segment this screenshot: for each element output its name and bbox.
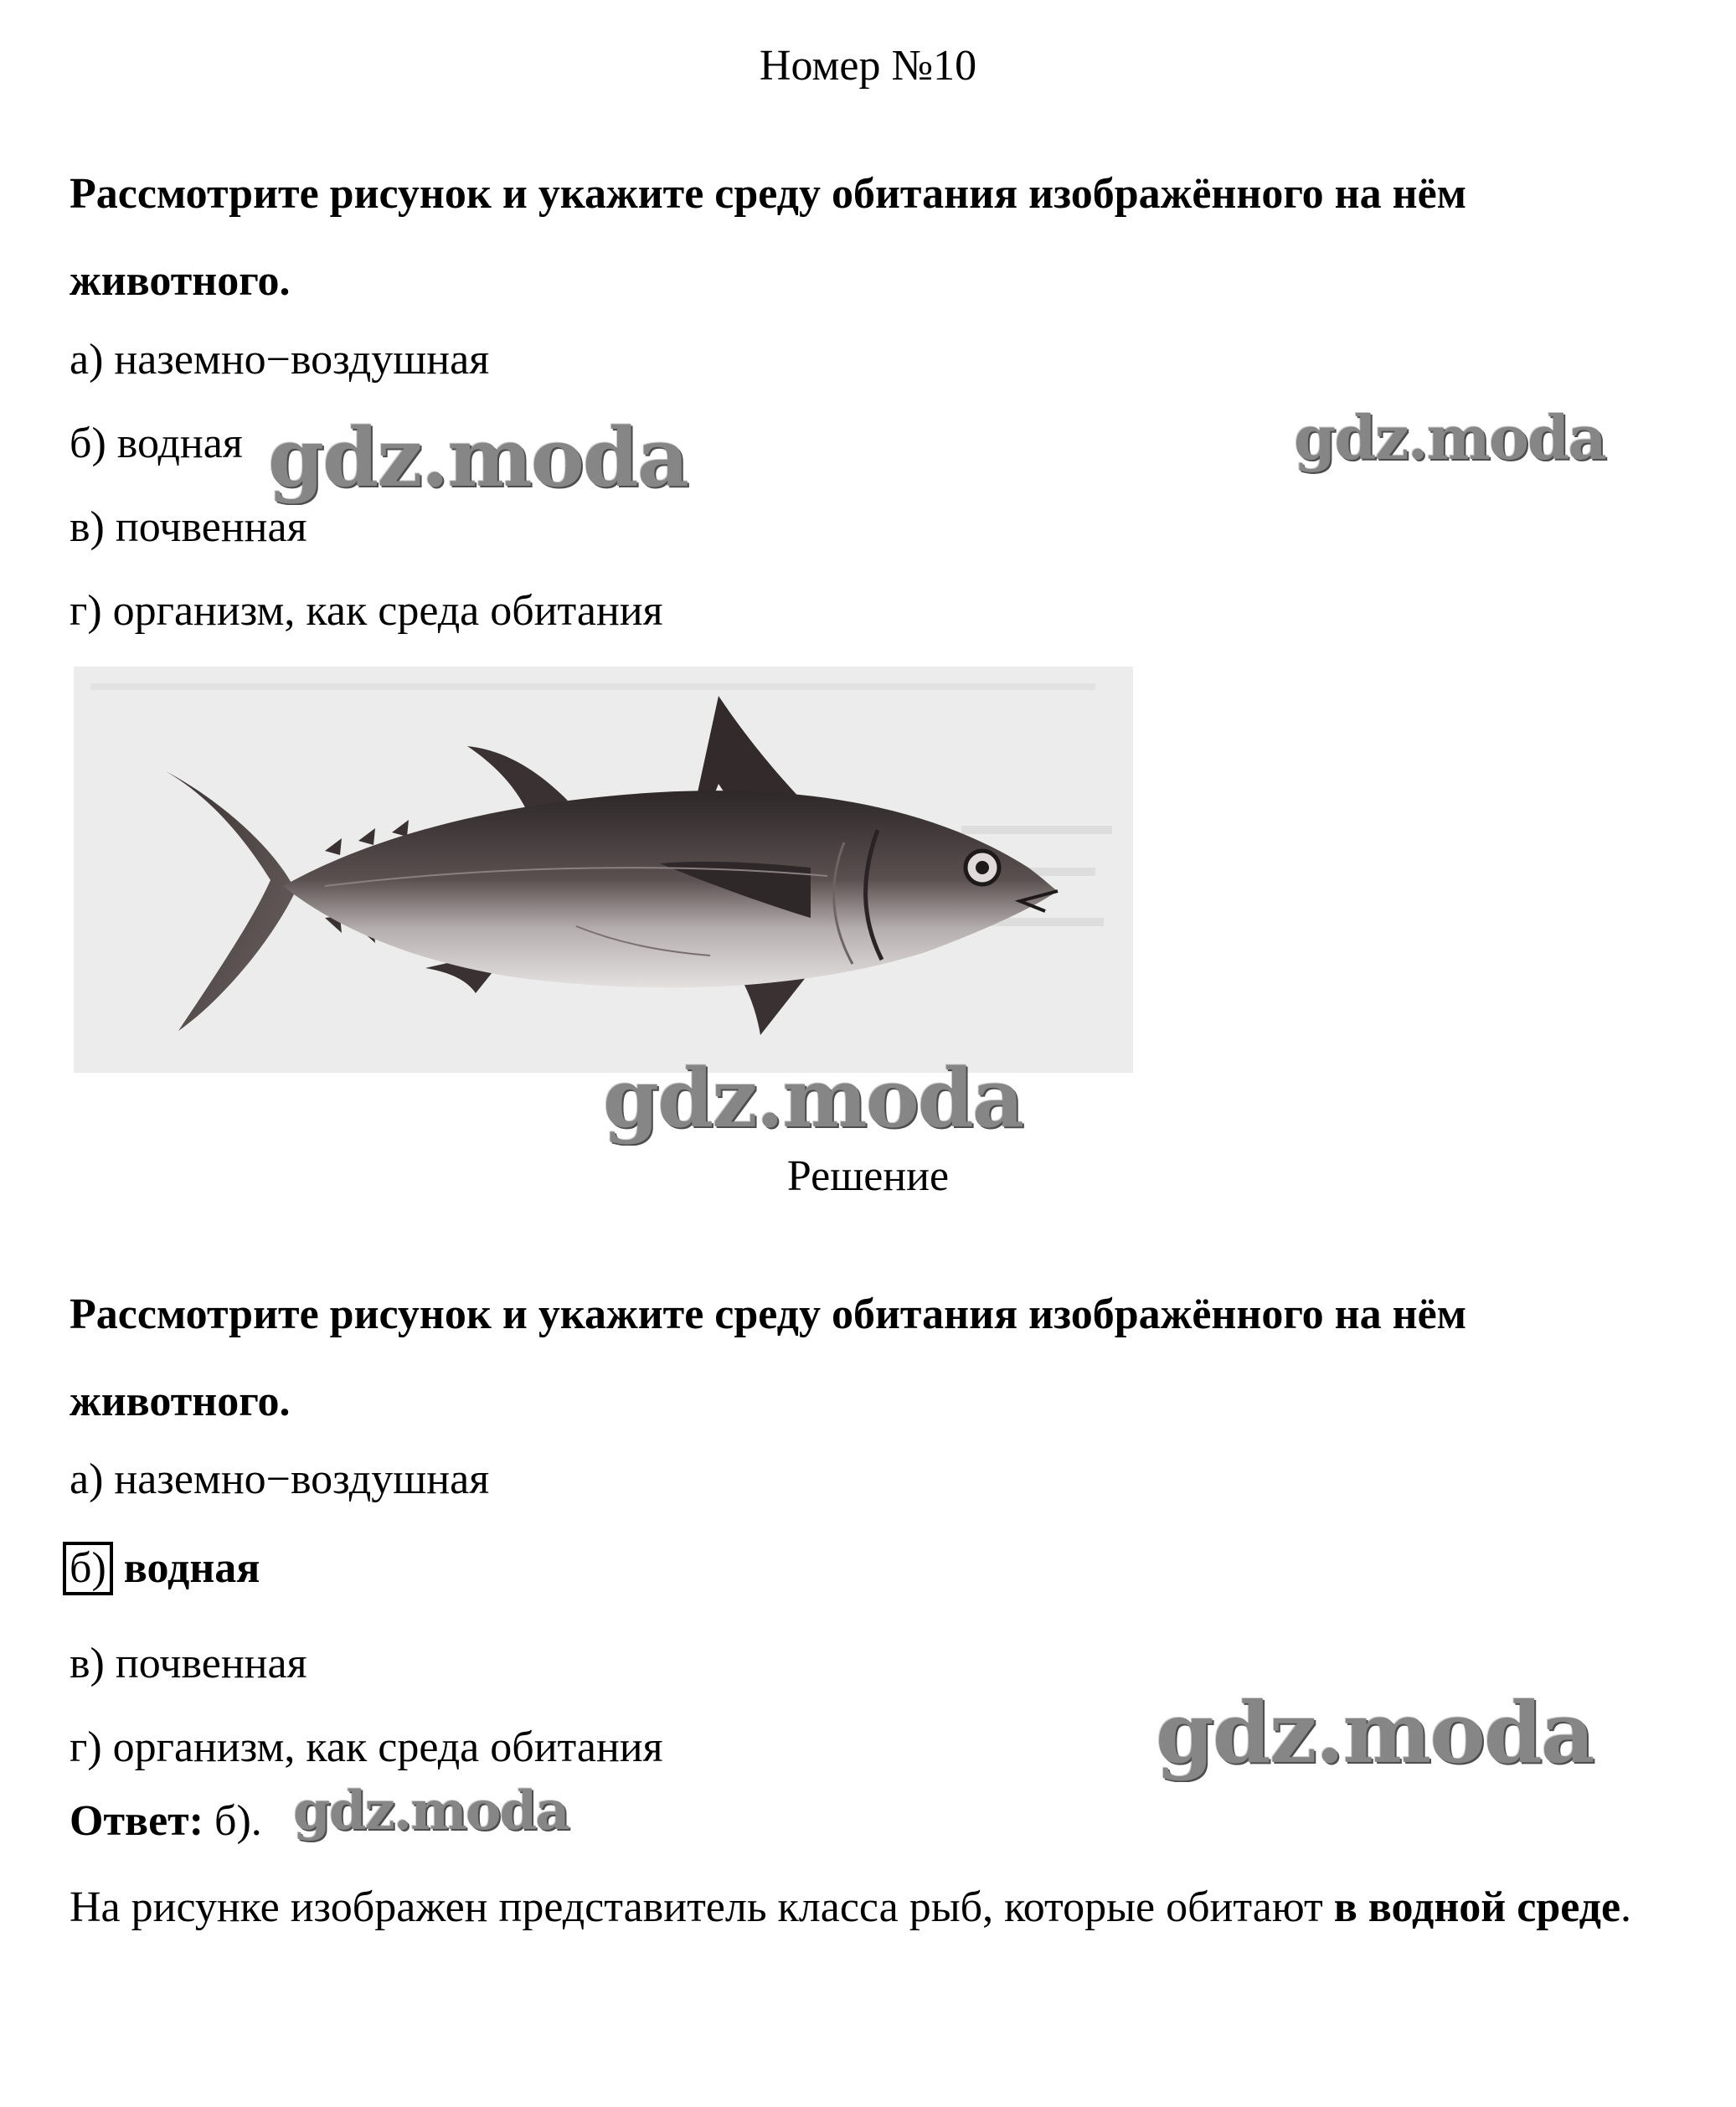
task-option-b: б) водная [70, 420, 243, 467]
explanation-bold: в водной среде [1333, 1883, 1621, 1931]
solution-question: Рассмотрите рисунок и укажите среду обитания изображённого на нём животного. [70, 1290, 1467, 1425]
answer-label: Ответ: [70, 1797, 204, 1845]
solution-option-b [70, 1539, 260, 1598]
solution-option-c: в) почвенная [70, 1640, 307, 1687]
answer-line [70, 1792, 262, 1851]
fish-figure [74, 667, 1133, 1073]
tuna-fish-icon [74, 667, 1133, 1073]
watermark: gdz.moda [268, 410, 688, 505]
task-question: Рассмотрите рисунок и укажите среду обитания изображённого на нём животного. [70, 170, 1467, 305]
task-option-a: а) наземно−воздушная [70, 336, 490, 384]
watermark: gdz.moda [293, 1780, 569, 1842]
selected-answer-text: водная [123, 1544, 260, 1592]
page-title: Номер №10 [759, 42, 977, 90]
watermark: gdz.moda [1294, 402, 1605, 473]
selected-answer-box: б) [63, 1542, 113, 1595]
solution-option-d: г) организм, как среда обитания [70, 1723, 663, 1771]
solution-heading: Решение [786, 1152, 950, 1200]
explanation [70, 1864, 1686, 1951]
solution-option-a: а) наземно−воздушная [70, 1455, 490, 1503]
watermark: gdz.moda [603, 1051, 1023, 1146]
answer-value: б). [214, 1797, 262, 1845]
task-option-c: в) почвенная [70, 503, 307, 551]
explanation-suffix: . [1620, 1883, 1632, 1931]
explanation-prefix: На рисунке изображен представитель класса рыб, которые обитают [70, 1883, 1334, 1931]
watermark: gdz.moda [1156, 1683, 1594, 1782]
task-option-d: г) организм, как среда обитания [70, 587, 663, 635]
